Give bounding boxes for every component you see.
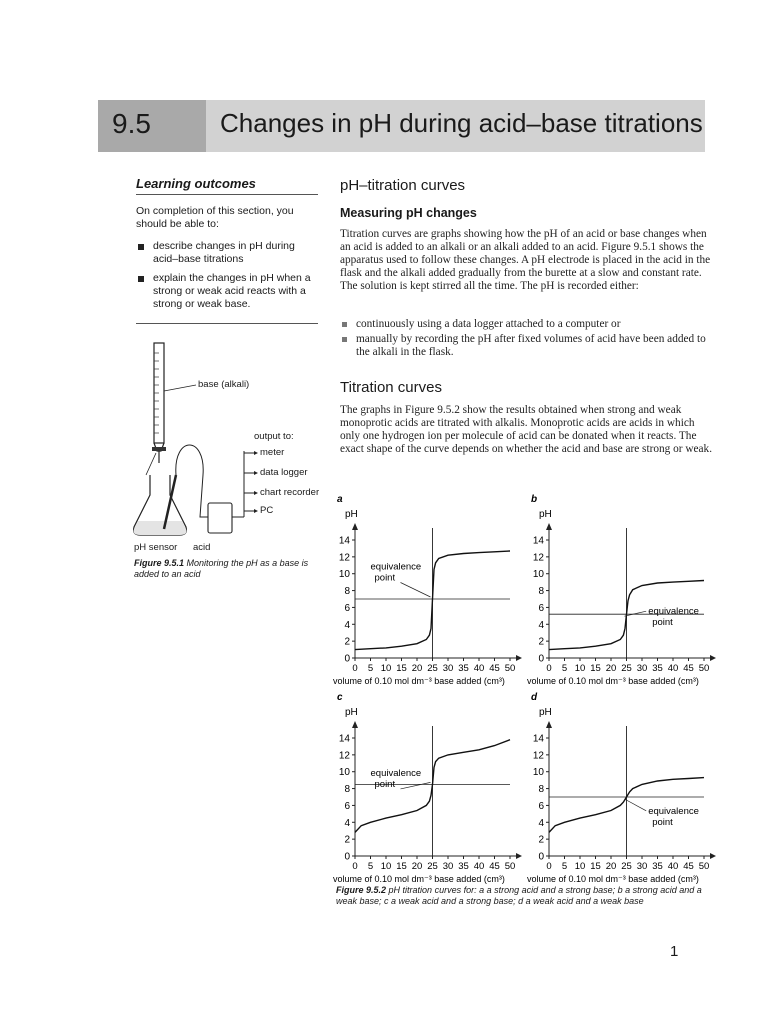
equivalence-label: equivalence	[648, 805, 699, 817]
x-tick-label: 20	[411, 861, 423, 872]
y-tick-label: 12	[532, 552, 544, 564]
x-tick-label: 5	[367, 861, 374, 872]
x-tick-label: 0	[546, 663, 552, 674]
equivalence-pointer	[625, 799, 647, 811]
equivalence-label: equivalence	[370, 561, 422, 573]
learning-outcomes-intro: On completion of this section, you should be able to:	[136, 205, 294, 230]
learning-outcomes-heading: Learning outcomes	[136, 176, 256, 191]
ph-meter-box	[208, 503, 232, 533]
equivalence-label: equivalence	[648, 606, 699, 618]
burette-tap	[152, 447, 166, 451]
x-axis-label: volume of 0.10 mol dm⁻³ base added (cm³)	[333, 676, 505, 686]
x-tick-label: 5	[367, 663, 374, 674]
chart-panel-b	[527, 492, 717, 688]
figure-9-5-2-caption	[336, 885, 721, 907]
x-tick-label: 25	[621, 861, 632, 872]
panel-letter: c	[337, 692, 343, 703]
y-axis-arrow	[546, 523, 552, 530]
x-tick-label: 10	[380, 663, 392, 674]
x-tick-label: 15	[396, 861, 407, 872]
x-tick-label: 0	[352, 663, 358, 674]
ph-sensor-label: pH sensor	[134, 542, 178, 553]
list-item: manually by recording the pH after fixed volumes of acid have been added to the alkali in the flask.	[340, 333, 712, 359]
x-tick-label: 25	[621, 663, 632, 674]
equivalence-label: equivalence	[370, 767, 422, 779]
x-tick-label: 30	[442, 861, 454, 872]
x-tick-label: 10	[574, 663, 586, 674]
x-tick-label: 0	[352, 861, 358, 872]
x-axis-arrow	[710, 655, 716, 661]
panel-letter: b	[531, 494, 538, 505]
base-label: base (alkali)	[198, 379, 250, 390]
y-axis-label: pH	[345, 707, 358, 718]
y-tick-label: 12	[338, 750, 350, 762]
recording-methods-list	[340, 318, 712, 361]
y-tick-label: 14	[532, 733, 544, 745]
list-item: explain the changes in pH when a strong or weak acid reacts with a strong or weak base.	[136, 272, 318, 311]
y-tick-label: 8	[538, 586, 544, 598]
equivalence-label: point	[374, 572, 396, 584]
x-tick-label: 40	[667, 663, 679, 674]
y-tick-label: 6	[344, 800, 350, 812]
equivalence-label: point	[374, 778, 396, 790]
y-tick-label: 6	[538, 602, 544, 614]
x-tick-label: 50	[504, 861, 516, 872]
x-tick-label: 5	[561, 861, 568, 872]
chart-panel-c	[333, 690, 516, 886]
y-tick-label: 12	[338, 552, 350, 564]
equivalence-label: point	[652, 617, 673, 629]
y-tick-label: 8	[344, 586, 350, 598]
x-axis-arrow	[516, 853, 522, 859]
subheading-titration-curves: Titration curves	[340, 379, 442, 396]
y-tick-label: 14	[532, 535, 544, 547]
paragraph-measuring: Titration curves are graphs showing how the pH of an acid or base changes when an acid is added to an alkali or an alkali added to an acid. Figure 9.5.1 shows the apparatus used to follow these changes. A pH electrode is placed in the acid in the flask and the alkali added gradually from the burette at a slow and constant rate. The solution is kept stirred all the time. The pH is recorded either:	[340, 228, 711, 292]
x-axis-label: volume of 0.10 mol dm⁻³ base added (cm³)	[527, 676, 699, 686]
equivalence-pointer	[401, 583, 431, 598]
output-meter: meter	[260, 447, 285, 458]
learning-outcomes-list	[136, 240, 318, 317]
list-item: describe changes in pH during acid–base titrations	[136, 240, 318, 266]
output-data-logger: data logger	[260, 467, 308, 478]
x-tick-label: 15	[590, 861, 601, 872]
divider	[136, 194, 318, 195]
paragraph-titration-curves: The graphs in Figure 9.5.2 show the results obtained when strong and weak monoprotic acids are titrated with alkalis. Monoprotic acids are acids in which only one hydrogen ion per molecule of acid can be donated when it reacts. The exact shape of the curve depends on whether the acid and base are strong or weak.	[340, 404, 713, 455]
y-tick-label: 4	[344, 817, 350, 829]
x-tick-label: 35	[652, 861, 663, 872]
list-item: continuously using a data logger attached to a computer or	[340, 318, 712, 331]
y-tick-label: 6	[344, 602, 350, 614]
x-tick-label: 50	[504, 663, 516, 674]
equivalence-pointer	[625, 611, 647, 616]
divider	[136, 323, 318, 324]
y-tick-label: 2	[538, 636, 544, 648]
x-tick-label: 20	[411, 663, 423, 674]
x-tick-label: 30	[636, 663, 648, 674]
y-axis-label: pH	[539, 707, 552, 718]
x-tick-label: 20	[605, 861, 617, 872]
y-tick-label: 14	[338, 535, 350, 547]
x-tick-label: 20	[605, 663, 617, 674]
y-tick-label: 10	[532, 569, 544, 581]
caption-text: Monitoring the pH as a base is added to an acid	[134, 558, 309, 579]
y-tick-label: 2	[538, 834, 544, 846]
y-tick-label: 2	[344, 636, 350, 648]
x-tick-label: 25	[427, 861, 438, 872]
acid-label: acid	[193, 542, 211, 553]
output-chart-recorder: chart recorder	[260, 487, 320, 498]
y-tick-label: 10	[532, 767, 544, 779]
caption-number: Figure 9.5.2	[336, 885, 387, 895]
y-tick-label: 0	[344, 653, 350, 665]
y-tick-label: 10	[338, 569, 350, 581]
page-number: 1	[670, 943, 679, 960]
panel-letter: d	[531, 692, 538, 703]
x-tick-label: 35	[458, 663, 469, 674]
equivalence-label: point	[652, 816, 673, 828]
x-tick-label: 45	[683, 663, 694, 674]
caption-number: Figure 9.5.1	[134, 558, 185, 568]
chart-panel-d	[527, 690, 717, 886]
caption-text: pH titration curves for: a a strong acid and a strong base; b a strong acid and a weak base; c a weak acid and a strong base; d a weak acid and a weak base	[336, 885, 702, 906]
x-axis-label: volume of 0.10 mol dm⁻³ base added (cm³)	[333, 874, 505, 884]
y-tick-label: 0	[538, 851, 544, 863]
panel-letter: a	[337, 494, 343, 505]
y-axis-arrow	[546, 721, 552, 728]
y-tick-label: 4	[538, 817, 544, 829]
output-pc: PC	[260, 505, 274, 516]
y-tick-label: 14	[338, 733, 350, 745]
x-tick-label: 35	[652, 663, 663, 674]
x-tick-label: 40	[473, 861, 485, 872]
x-tick-label: 0	[546, 861, 552, 872]
figure-9-5-1-caption	[134, 558, 324, 580]
chart-panel-a	[333, 492, 516, 688]
x-tick-label: 40	[473, 663, 485, 674]
y-axis-label: pH	[345, 509, 358, 520]
y-axis-arrow	[352, 721, 358, 728]
x-tick-label: 15	[590, 663, 601, 674]
x-tick-label: 30	[636, 861, 648, 872]
x-tick-label: 10	[380, 861, 392, 872]
x-axis-arrow	[516, 655, 522, 661]
y-tick-label: 10	[338, 767, 350, 779]
equivalence-pointer	[401, 782, 431, 789]
x-tick-label: 50	[698, 861, 710, 872]
section-number-box	[98, 100, 206, 152]
y-tick-label: 4	[538, 619, 544, 631]
x-tick-label: 25	[427, 663, 438, 674]
output-label: output to:	[254, 431, 294, 442]
y-axis-arrow	[352, 523, 358, 530]
x-tick-label: 10	[574, 861, 586, 872]
x-tick-label: 40	[667, 861, 679, 872]
x-tick-label: 35	[458, 861, 469, 872]
y-tick-label: 8	[538, 784, 544, 796]
main-heading: pH–titration curves	[340, 177, 466, 194]
x-tick-label: 45	[489, 663, 500, 674]
x-axis-label: volume of 0.10 mol dm⁻³ base added (cm³)	[527, 874, 699, 884]
subheading-measuring: Measuring pH changes	[340, 206, 477, 220]
y-tick-label: 4	[344, 619, 350, 631]
y-tick-label: 12	[532, 750, 544, 762]
y-tick-label: 0	[344, 851, 350, 863]
x-axis-arrow	[710, 853, 716, 859]
y-tick-label: 8	[344, 784, 350, 796]
section-title: Changes in pH during acid–base titrations	[220, 108, 703, 138]
x-tick-label: 45	[489, 861, 500, 872]
y-tick-label: 0	[538, 653, 544, 665]
section-number: 9.5	[112, 108, 151, 139]
x-tick-label: 45	[683, 861, 694, 872]
x-tick-label: 30	[442, 663, 454, 674]
apparatus-diagram	[128, 335, 328, 557]
y-axis-label: pH	[539, 509, 552, 520]
x-tick-label: 15	[396, 663, 407, 674]
y-tick-label: 6	[538, 800, 544, 812]
y-tick-label: 2	[344, 834, 350, 846]
x-tick-label: 5	[561, 663, 568, 674]
x-tick-label: 50	[698, 663, 710, 674]
